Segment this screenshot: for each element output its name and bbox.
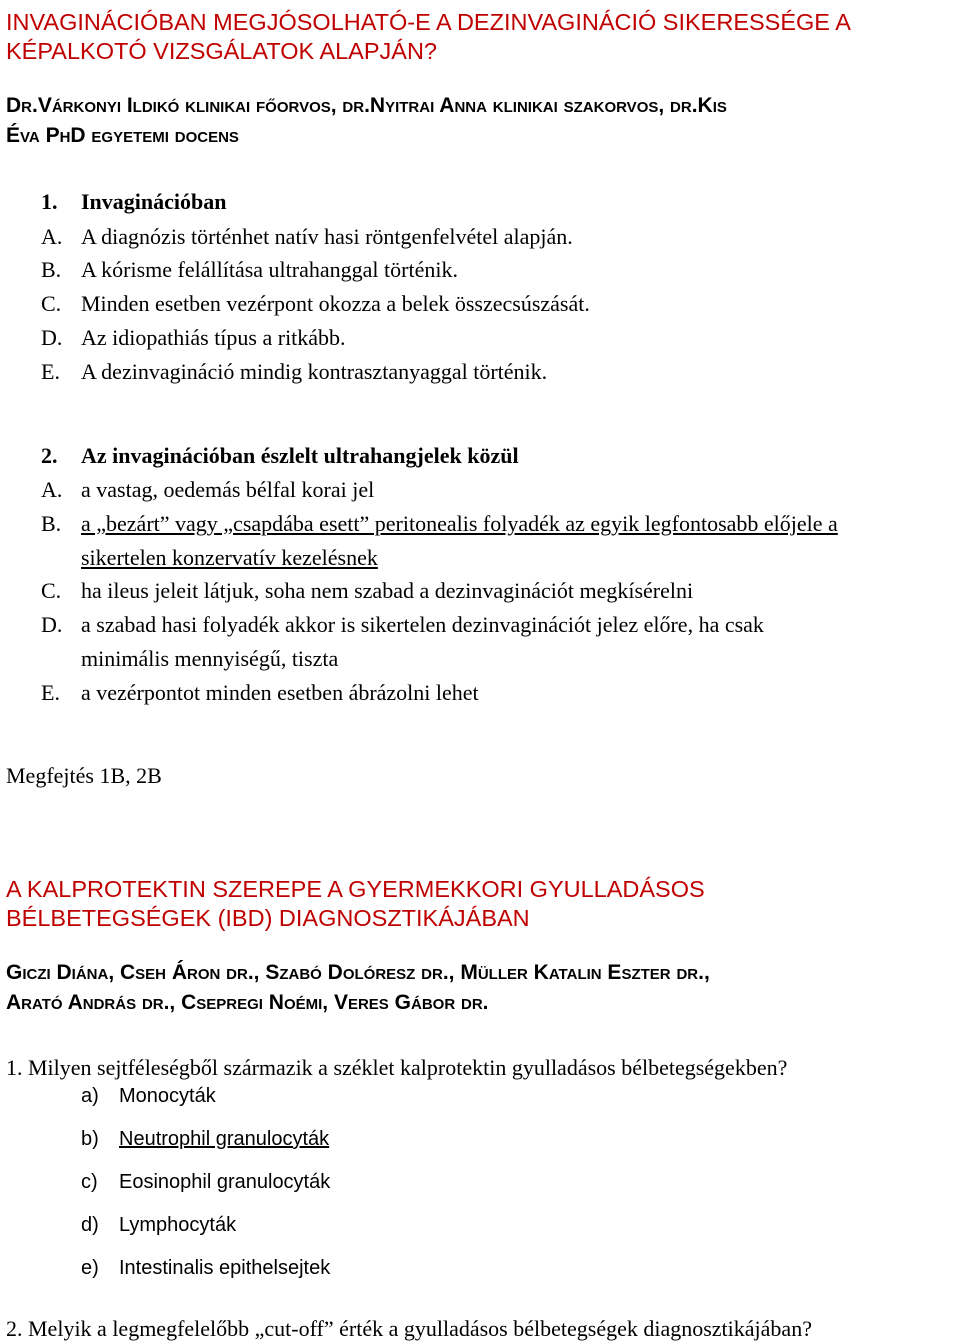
q2-option-letter: E.: [41, 680, 60, 705]
q2-option-d-line-2: minimális mennyiségű, tiszta: [81, 646, 339, 671]
article-2-title-line-1: A KALPROTEKTIN SZEREPE A GYERMEKKORI GYULLADÁSOS: [6, 876, 705, 902]
article-2-authors-line-2: Arató András dr., Csepregi Noémi, Veres Gábor dr.: [6, 991, 489, 1014]
question-1-title: Invaginációban: [81, 189, 227, 214]
q1-option-letter: E.: [41, 359, 60, 384]
option-intestinalis-epithelsejtek: Intestinalis epithelsejtek: [119, 1257, 331, 1279]
q1-option-d: Az idiopathiás típus a ritkább.: [81, 325, 346, 350]
option-neutrophil-granulocytak: Neutrophil granulocyták: [119, 1128, 330, 1150]
q1-option-a: A diagnózis történhet natív hasi röntgenfelvétel alapján.: [81, 224, 573, 249]
article-2-title-line-2: BÉLBETEGSÉGEK (IBD) DIAGNOSZTIKÁJÁBAN: [6, 905, 530, 931]
q2-option-letter: D.: [41, 612, 63, 637]
q1-option-letter: B.: [41, 257, 62, 282]
authors-line-2: Éva PhD egyetemi docens: [6, 124, 239, 147]
article-2-question-2: 2. Melyik a legmegfelelőbb „cut-off” érték a gyulladásos bélbetegségek diagnosztikájában?: [6, 1316, 812, 1341]
article-2-authors-line-1: Giczi Diána, Cseh Áron dr., Szabó Dolóresz dr., Müller Katalin Eszter dr.,: [6, 961, 710, 984]
q2-option-b-line-2: sikertelen konzervatív kezelésnek: [81, 545, 378, 570]
q1-option-b: A kórisme felállítása ultrahanggal történik.: [81, 257, 458, 282]
authors-line-1: Dr.Várkonyi Ildikó klinikai főorvos, dr.Nyitrai Anna klinikai szakorvos, dr.Kis: [6, 94, 727, 117]
answer-key: Megfejtés 1B, 2B: [6, 763, 162, 788]
question-2-title: Az invaginációban észlelt ultrahangjelek közül: [81, 443, 519, 468]
q2-option-e: a vezérpontot minden esetben ábrázolni lehet: [81, 680, 479, 705]
q2-option-letter: A.: [41, 477, 63, 502]
option-letter: b): [81, 1128, 99, 1150]
q1-option-e: A dezinvagináció mindig kontrasztanyaggal történik.: [81, 359, 548, 384]
q2-option-d-line-1: a szabad hasi folyadék akkor is sikertelen dezinvaginációt jelez előre, ha csak: [81, 612, 764, 637]
q2-option-c: ha ileus jeleit látjuk, soha nem szabad a dezinvaginációt megkísérelni: [81, 578, 694, 603]
q1-option-c: Minden esetben vezérpont okozza a belek összecsúszását.: [81, 291, 590, 316]
q1-option-letter: A.: [41, 224, 63, 249]
option-letter: a): [81, 1085, 99, 1107]
option-eosinophil-granulocytak: Eosinophil granulocyták: [119, 1171, 331, 1193]
option-letter: d): [81, 1214, 99, 1236]
option-letter: e): [81, 1257, 99, 1279]
article-2-question-1: 1. Milyen sejtféleségből származik a széklet kalprotektin gyulladásos bélbetegségekben?: [6, 1055, 788, 1080]
q1-option-letter: C.: [41, 291, 62, 316]
q2-option-letter: B.: [41, 511, 62, 536]
q2-option-letter: C.: [41, 578, 62, 603]
q1-option-letter: D.: [41, 325, 63, 350]
article-title-line-1: INVAGINÁCIÓBAN MEGJÓSOLHATÓ-E A DEZINVAGINÁCIÓ SIKERESSÉGE A: [6, 9, 851, 35]
question-2-number: 2.: [41, 443, 58, 468]
q2-option-b-line-1: a „bezárt” vagy „csapdába esett” peritonealis folyadék az egyik legfontosabb előjele a: [81, 511, 838, 536]
question-1-number: 1.: [41, 189, 58, 214]
option-letter: c): [81, 1171, 98, 1193]
option-lymphocytak: Lymphocyták: [119, 1214, 237, 1236]
article-title-line-2: KÉPALKOTÓ VIZSGÁLATOK ALAPJÁN?: [6, 38, 437, 64]
option-monocytak: Monocyták: [119, 1085, 216, 1107]
q2-option-a: a vastag, oedemás bélfal korai jel: [81, 477, 375, 502]
